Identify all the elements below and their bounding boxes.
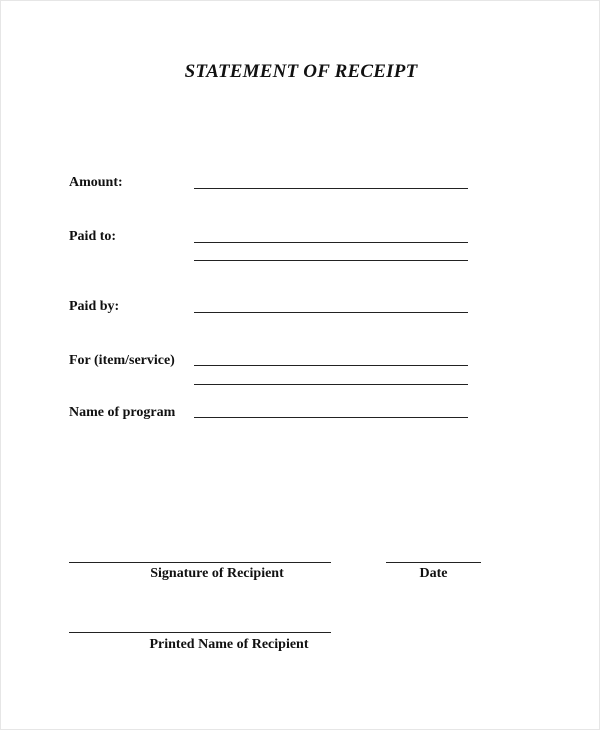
name-of-program-label: Name of program [69,405,176,420]
paid-to-field-line-1[interactable] [194,242,468,243]
paid-by-field-line[interactable] [194,312,468,313]
for-item-service-field-line-2[interactable] [194,384,468,385]
for-item-service-field-line-1[interactable] [194,365,468,366]
date-line[interactable] [386,562,481,563]
paid-to-field-line-2[interactable] [194,260,468,261]
name-of-program-field-line[interactable] [194,417,468,418]
for-item-service-label: For (item/service) [69,353,175,368]
signature-of-recipient-caption: Signature of Recipient [150,566,284,581]
page-title: STATEMENT OF RECEIPT [184,61,418,82]
date-caption: Date [419,566,448,581]
paid-by-label: Paid by: [69,299,120,314]
printed-name-line[interactable] [69,632,331,633]
amount-field-line[interactable] [194,188,468,189]
printed-name-of-recipient-caption: Printed Name of Recipient [149,637,309,652]
amount-label: Amount: [69,175,123,190]
signature-line[interactable] [69,562,331,563]
paid-to-label: Paid to: [69,229,117,244]
